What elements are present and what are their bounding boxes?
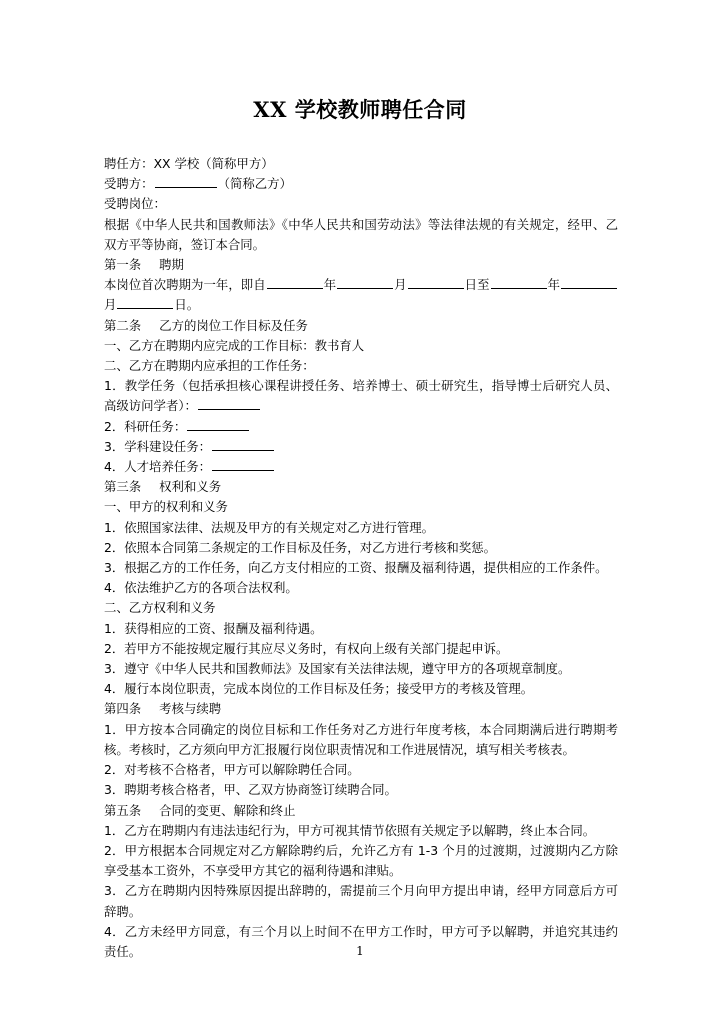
article-5-title: 合同的变更、解除和终止	[159, 802, 296, 818]
article-3-title: 权利和义务	[159, 479, 222, 495]
discipline-task-text: 3．学科建设任务：	[104, 438, 212, 454]
article-1-heading	[104, 255, 618, 275]
start-year-blank[interactable]	[267, 275, 323, 289]
article-2-item-3	[104, 376, 618, 416]
article-3-heading	[104, 477, 618, 497]
article-3-item-9: 3．遵守《中华人民共和国教师法》及国家有关法律法规，遵守甲方的各项规章制度。	[104, 661, 571, 677]
term-text-4: 日至	[464, 277, 490, 293]
term-text-2: 年	[323, 277, 337, 293]
article-5-number: 第五条	[104, 802, 142, 818]
term-text-5: 年	[547, 277, 561, 293]
article-2-item-1: 一、乙方在聘期内应完成的工作目标：教书育人	[104, 337, 365, 353]
article-3-item-3: 2．依照本合同第二条规定的工作目标及任务，对乙方进行考核和奖惩。	[104, 539, 496, 555]
article-3-item-1: 一、甲方的权利和义务	[104, 499, 228, 515]
talent-task-blank[interactable]	[212, 457, 274, 471]
term-text-3: 月	[394, 277, 407, 293]
end-month-blank[interactable]	[561, 275, 617, 289]
article-4-item-2: 2．对考核不合格者，甲方可以解除聘任合同。	[104, 762, 360, 778]
article-3-item-4: 3．根据乙方的工作任务，向乙方支付相应的工资、报酬及福利待遇，提供相应的工作条件。	[104, 560, 608, 576]
article-4-item-1: 1．甲方按本合同确定的岗位目标和工作任务对乙方进行年度考核，本合同期满后进行聘期考核。考核时，乙方须向甲方汇报履行岗位职责情况和工作进展情况，填写相关考核表。	[104, 721, 618, 757]
article-3-item-10: 4．履行本岗位职责，完成本岗位的工作目标及任务；接受甲方的考核及管理。	[104, 681, 534, 697]
employer-label: 聘任方：	[104, 156, 154, 171]
talent-task-text: 4．人才培养任务：	[104, 459, 212, 475]
article-5-item-1: 1．乙方在聘期内有违法违纪行为，甲方可视其情节依照有关规定予以解聘，终止本合同。	[104, 822, 596, 838]
article-2-item-5	[104, 437, 618, 457]
article-1-title: 聘期	[159, 257, 184, 273]
article-3-item-8: 2．若甲方不能按规定履行其应尽义务时，有权向上级有关部门提起申诉。	[104, 640, 509, 656]
article-3-item-2: 1．依照国家法律、法规及甲方的有关规定对乙方进行管理。	[104, 519, 435, 535]
article-2-number: 第二条	[104, 317, 142, 333]
article-5-item-3: 3．乙方在聘期内因特殊原因提出辞聘的，需提前三个月向甲方提出申请，经甲方同意后方可辞聘。	[104, 883, 618, 919]
article-5-item-2: 2．甲方根据本合同规定对乙方解除聘约后，允许乙方有 1-3 个月的过渡期，过渡期内乙方除享受基本工资外，不享受甲方其它的福利待遇和津贴。	[104, 842, 618, 879]
page-title: XX 学校教师聘任合同	[253, 97, 467, 122]
article-4-heading	[104, 699, 618, 719]
article-2-item-4	[104, 417, 618, 437]
research-task-blank[interactable]	[187, 417, 249, 431]
article-3-item-5: 4．依法维护乙方的各项合法权利。	[104, 580, 298, 596]
term-text-6: 月	[104, 297, 117, 313]
article-4-title: 考核与续聘	[159, 701, 222, 717]
teaching-task-blank[interactable]	[198, 396, 260, 410]
employer-line	[104, 154, 618, 174]
article-1-number: 第一条	[104, 257, 142, 273]
article-2-item-6	[104, 457, 618, 477]
article-5-item-4: 4．乙方未经甲方同意，有三个月以上时间不在甲方工作时，甲方可予以解聘，并追究其违约责任。	[104, 923, 618, 959]
teaching-task-text: 1．教学任务（包括承担核心课程讲授任务、培养博士、硕士研究生，指导博士后研究人员、高级访问学者）：	[104, 378, 618, 414]
discipline-task-blank[interactable]	[212, 437, 274, 451]
article-2-item-2: 二、乙方在聘期内应承担的工作任务：	[104, 358, 315, 374]
employee-suffix: （简称乙方）	[217, 176, 292, 192]
start-day-blank[interactable]	[408, 275, 464, 289]
article-2-heading	[104, 316, 618, 336]
article-3-number: 第三条	[104, 479, 142, 495]
document-body	[104, 154, 618, 962]
end-year-blank[interactable]	[491, 275, 547, 289]
article-4-number: 第四条	[104, 701, 142, 717]
article-2-title: 乙方的岗位工作目标及任务	[159, 317, 308, 333]
article-3-item-7: 1．获得相应的工资、报酬及福利待遇。	[104, 620, 323, 636]
employee-label: 受聘方：	[104, 176, 154, 192]
preamble-paragraph: 根据《中华人民共和国教师法》《中华人民共和国劳动法》等法律法规的有关规定，经甲、乙双方平等协商，签订本合同。	[104, 216, 618, 252]
end-day-blank[interactable]	[117, 295, 173, 309]
article-4-item-3: 3．聘期考核合格者，甲、乙双方协商签订续聘合同。	[104, 782, 397, 798]
position-line: 受聘岗位：	[104, 196, 166, 212]
employee-name-blank[interactable]	[155, 174, 217, 188]
research-task-text: 2．科研任务：	[104, 418, 187, 434]
term-text-1: 本岗位首次聘期为一年，即自	[104, 277, 266, 293]
employer-value: XX 学校（简称甲方）	[153, 156, 274, 171]
article-1-term-line	[104, 275, 618, 315]
page-number: 1	[356, 944, 364, 958]
term-text-7: 日。	[174, 297, 200, 313]
start-month-blank[interactable]	[337, 275, 393, 289]
article-5-heading	[104, 801, 618, 821]
article-3-item-6: 二、乙方权利和义务	[104, 600, 216, 616]
employee-line	[104, 174, 618, 194]
